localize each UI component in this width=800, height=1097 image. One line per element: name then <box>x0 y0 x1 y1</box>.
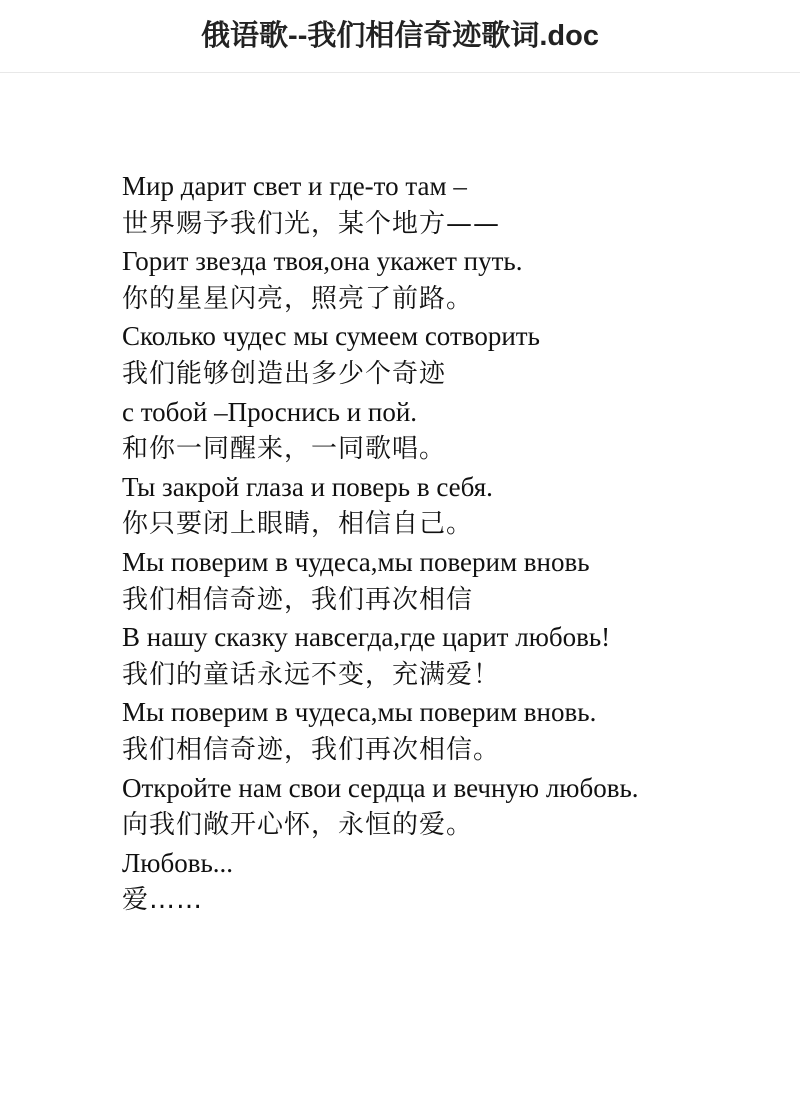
lyric-line-russian: Мы поверим в чудеса,мы поверим вновь. <box>122 697 597 728</box>
lyrics-body <box>122 168 679 920</box>
lyric-line-russian: с тобой –Проснись и пой. <box>122 396 418 427</box>
lyric-line-russian: Откройте нам свои сердца и вечную любовь. <box>122 772 639 803</box>
lyric-line-chinese: 我们的童话永远不变，充满爱！ <box>122 659 501 690</box>
document-header <box>0 0 800 73</box>
lyric-line-chinese: 你只要闭上眼睛，相信自己。 <box>122 509 474 540</box>
lyric-line-russian: Горит звезда твоя,она укажет путь. <box>122 246 523 277</box>
lyric-line-russian: Ты закрой глаза и поверь в себя. <box>122 471 493 502</box>
lyric-line-russian: Мы поверим в чудеса,мы поверим вновь <box>122 546 590 577</box>
lyric-line-chinese: 世界赐予我们光，某个地方—— <box>122 208 501 239</box>
lyric-line-chinese: 和你一同醒来，一同歌唱。 <box>122 434 447 465</box>
lyric-line-chinese: 我们相信奇迹，我们再次相信 <box>122 584 474 615</box>
lyric-line-chinese: 你的星星闪亮，照亮了前路。 <box>122 283 474 314</box>
lyric-line-russian: Сколько чудес мы сумеем сотворить <box>122 321 540 352</box>
lyric-line-russian: Любовь... <box>122 847 234 878</box>
lyric-line-chinese: 爱…… <box>122 885 204 916</box>
lyric-line-chinese: 向我们敞开心怀，永恒的爱。 <box>122 810 474 841</box>
lyric-line-russian: В нашу сказку навсегда,где царит любовь! <box>122 622 611 653</box>
lyric-line-russian: Мир дарит свет и где-то там – <box>122 171 467 201</box>
lyric-line-chinese: 我们相信奇迹，我们再次相信。 <box>122 734 501 765</box>
document-title: 俄语歌--我们相信奇迹歌词.doc <box>201 19 599 52</box>
lyric-line-chinese: 我们能够创造出多少个奇迹 <box>122 358 447 389</box>
